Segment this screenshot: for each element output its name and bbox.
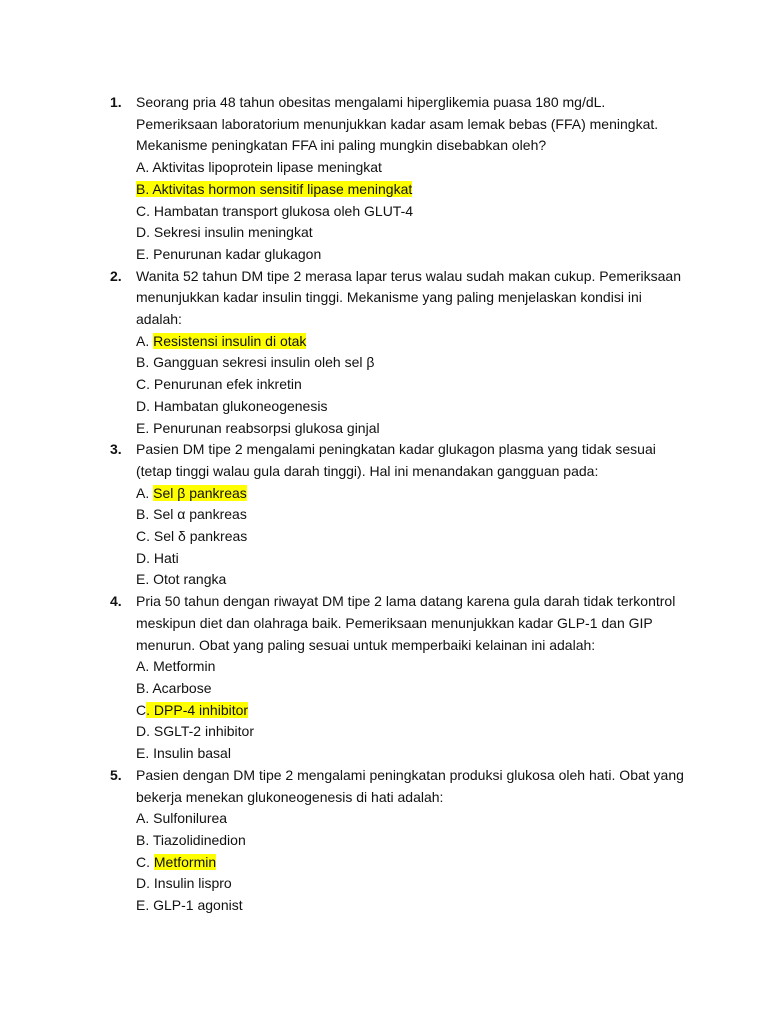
answer-option [136, 396, 684, 418]
answer-option [136, 656, 684, 678]
answer-option [136, 830, 684, 852]
option-text: E. Penurunan reabsorpsi glukosa ginjal [136, 419, 380, 436]
highlighted-answer: . DPP-4 inhibitor [146, 701, 249, 718]
question-stem: Pria 50 tahun dengan riwayat DM tipe 2 lama datang karena gula darah tidak terkontrol meskipun diet dan olahraga baik. Pemeriksaan menunjukkan kadar GLP-1 dan GIP menurun. Obat yang paling sesuai untuk memperbaiki kelainan ini adalah: [136, 593, 676, 653]
answer-option [136, 895, 684, 917]
answer-option [136, 179, 684, 201]
option-text: D. SGLT-2 inhibitor [136, 723, 255, 740]
option-text: A. Metformin [136, 658, 216, 675]
answer-option [136, 678, 684, 700]
question-2 [104, 266, 684, 440]
answer-option [136, 374, 684, 396]
question-stem: Pasien DM tipe 2 mengalami peningkatan kadar glukagon plasma yang tidak sesuai (tetap tinggi walau gula darah tinggi). Hal ini menandakan gangguan pada: [136, 441, 656, 479]
question-stem: Wanita 52 tahun DM tipe 2 merasa lapar terus walau sudah makan cukup. Pemeriksaan menunjukkan kadar insulin tinggi. Mekanisme yang paling menjelaskan kondisi ini adalah: [136, 267, 681, 328]
answer-option [136, 201, 684, 223]
option-text: C. Hambatan transport glukosa oleh GLUT-4 [136, 202, 414, 219]
option-text: D. Sekresi insulin meningkat [136, 224, 313, 241]
answer-option [136, 526, 684, 548]
answer-option [136, 743, 684, 765]
question-5 [104, 765, 684, 917]
option-text: E. Otot rangka [136, 571, 227, 588]
question-stem: Seorang pria 48 tahun obesitas mengalami hiperglikemia puasa 180 mg/dL. Pemeriksaan laboratorium menunjukkan kadar asam lemak bebas (FFA) meningkat. Mekanisme peningkatan FFA ini paling mungkin disebabkan oleh? [136, 94, 659, 154]
answer-option [136, 852, 684, 874]
option-text: D. Hambatan glukoneogenesis [136, 397, 328, 414]
answer-option [136, 222, 684, 244]
question-body [136, 266, 684, 440]
option-text: B. Gangguan sekresi insulin oleh sel β [136, 354, 375, 371]
answer-option [136, 721, 684, 743]
option-text: E. GLP-1 agonist [136, 897, 243, 914]
option-prefix: A. [136, 484, 154, 501]
highlighted-answer: Resistensi insulin di otak [153, 332, 307, 349]
highlighted-answer: B. Aktivitas hormon sensitif lipase meningkat [136, 180, 413, 197]
option-text: A. Sulfonilurea [136, 810, 228, 827]
option-text: D. Hati [136, 549, 179, 566]
question-body [136, 439, 684, 591]
option-prefix: A. [136, 332, 154, 349]
option-prefix: C [136, 701, 147, 718]
highlighted-answer: Sel β pankreas [153, 484, 247, 501]
question-list [104, 92, 684, 917]
question-body [136, 591, 684, 765]
question-number: 1. [110, 94, 122, 110]
question-number: 4. [110, 593, 122, 610]
answer-option [136, 808, 684, 830]
answer-option [136, 873, 684, 895]
question-body [136, 765, 684, 917]
option-text: E. Penurunan kadar glukagon [136, 245, 322, 262]
question-stem: Pasien dengan DM tipe 2 mengalami peningkatan produksi glukosa oleh hati. Obat yang bekerja menekan glukoneogenesis di hati adalah: [136, 766, 684, 805]
question-number: 2. [110, 267, 122, 284]
answer-option [136, 504, 684, 526]
option-text: D. Insulin lispro [136, 875, 232, 892]
question-4 [104, 591, 684, 765]
option-text: E. Insulin basal [136, 745, 231, 762]
answer-option [136, 157, 684, 179]
option-text: C. Sel δ pankreas [136, 528, 248, 545]
question-number: 3. [110, 441, 122, 458]
answer-option [136, 569, 684, 591]
highlighted-answer: Metformin [153, 853, 217, 870]
answer-option [136, 548, 684, 570]
answer-option [136, 244, 684, 266]
option-text: B. Tiazolidinedion [136, 831, 246, 848]
question-body [136, 92, 684, 266]
option-text: A. Aktivitas lipoprotein lipase meningkat [136, 159, 382, 176]
question-1 [104, 92, 684, 266]
option-text: B. Acarbose [136, 679, 212, 696]
answer-option [136, 331, 684, 353]
answer-option [136, 483, 684, 505]
answer-option [136, 418, 684, 440]
question-number: 5. [110, 766, 122, 783]
option-text: C. Penurunan efek inkretin [136, 376, 302, 393]
option-text: B. Sel α pankreas [136, 506, 247, 523]
option-prefix: C. [136, 853, 154, 870]
question-3 [104, 439, 684, 591]
answer-option [136, 700, 684, 722]
answer-option [136, 352, 684, 374]
